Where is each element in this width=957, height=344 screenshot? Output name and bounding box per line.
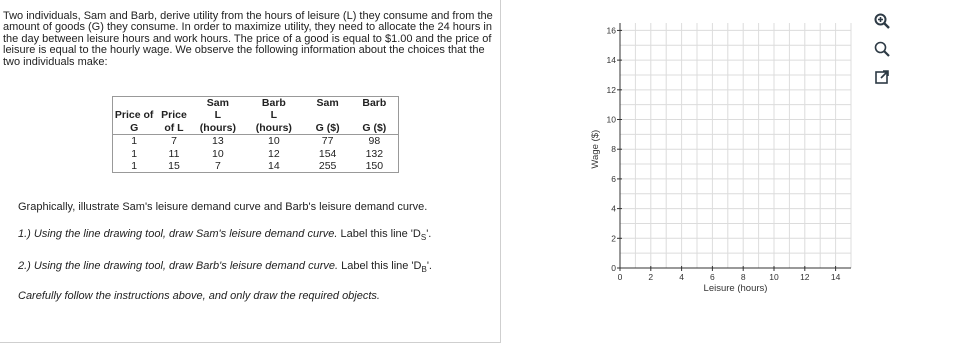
table-cell: 11 xyxy=(168,147,180,160)
table-header-cell: Barb xyxy=(243,97,304,110)
x-tick-label: 0 xyxy=(617,272,623,282)
pop-out-icon xyxy=(873,68,891,86)
intro-text: Two individuals, Sam and Barb, derive utility from the hours of leisure (L) they consume and from the amount of goods (G) they consume. In order to maximize utility, they need to allocate the 24 hours in the day between leisure hours and work hours. The price of a good is equal to $1.00 and the price of leisure is equal to the hourly wage. We observe the following information about the choices that the two individuals make: xyxy=(3,10,493,68)
table-row xyxy=(113,135,399,148)
instruction-step-2-end: '. xyxy=(426,260,432,272)
instruction-note xyxy=(18,290,380,302)
y-tick-label: 4 xyxy=(611,203,616,214)
table-header-row xyxy=(113,109,399,121)
table-header-cell: G xyxy=(113,122,156,135)
y-tick-label: 14 xyxy=(606,55,616,66)
y-tick-label: 0 xyxy=(611,263,616,273)
table-header-row xyxy=(113,97,399,110)
instruction-text: Graphically, illustrate Sam's leisure demand curve and Barb's leisure demand curve. xyxy=(18,201,428,213)
table-cell: 1 xyxy=(131,160,138,173)
table-header-cell: (hours) xyxy=(193,122,243,135)
table-header-cell: Price of xyxy=(113,109,156,121)
table-cell: 154 xyxy=(318,147,337,160)
table-header-cell xyxy=(305,109,351,121)
table-cell: 7 xyxy=(214,160,221,173)
table-header-cell: G ($) xyxy=(305,122,351,135)
zoom-out-icon xyxy=(873,40,891,58)
table-cell: 255 xyxy=(318,160,337,173)
table-cell: 13 xyxy=(212,135,224,148)
table-header-row xyxy=(113,122,399,135)
table-header-cell: of L xyxy=(155,122,192,135)
y-axis-label: Wage ($) xyxy=(590,129,601,169)
y-tick-label: 12 xyxy=(606,84,616,95)
table-cell: 15 xyxy=(168,160,180,173)
x-axis-label: Leisure (hours) xyxy=(703,283,768,294)
x-tick-label: 4 xyxy=(679,272,684,282)
x-tick-label: 6 xyxy=(710,272,715,282)
table-cell: 150 xyxy=(365,160,384,173)
y-tick-label: 2 xyxy=(611,233,616,244)
table-cell: 10 xyxy=(212,147,224,160)
instruction-step-1-label: Label this line 'D xyxy=(337,228,421,240)
zoom-in-button[interactable] xyxy=(873,12,891,30)
choice-data-table xyxy=(112,96,399,173)
instruction-step-1-end: '. xyxy=(426,228,432,240)
table-cell: 7 xyxy=(171,135,177,148)
table-row xyxy=(113,160,399,173)
table-header-cell: Barb xyxy=(351,97,399,110)
instruction-step-2 xyxy=(18,260,432,274)
x-tick-label: 12 xyxy=(800,272,810,282)
table-row xyxy=(113,148,399,160)
instruction-step-1-italic: 1.) Using the line drawing tool, draw Sam's leisure demand curve. xyxy=(18,228,338,240)
y-tick-label: 8 xyxy=(611,144,616,155)
table-header-cell: Price xyxy=(155,109,192,121)
zoom-in-icon xyxy=(873,12,891,30)
table-cell: 14 xyxy=(268,160,280,173)
x-tick-label: 8 xyxy=(740,272,746,282)
table-cell: 1 xyxy=(131,135,138,148)
table-header-cell: Sam xyxy=(305,97,351,110)
instruction-step-1-subscript: S xyxy=(420,233,427,242)
table-header-cell: L xyxy=(243,109,304,121)
table-cell: 98 xyxy=(368,135,381,148)
table-cell: 12 xyxy=(268,147,280,160)
instruction-step-2-subscript: B xyxy=(421,265,427,274)
x-tick-label: 14 xyxy=(830,272,841,282)
table-header-cell: G ($) xyxy=(351,122,399,135)
instruction-step-1 xyxy=(18,228,431,242)
table-header-cell xyxy=(155,97,192,110)
table-header-cell: Sam xyxy=(193,97,243,110)
drawing-graph[interactable] xyxy=(560,10,860,300)
y-tick-label: 16 xyxy=(606,25,616,36)
table-header-cell xyxy=(113,97,156,110)
zoom-out-button[interactable] xyxy=(873,40,891,58)
table-header-cell: (hours) xyxy=(243,122,304,135)
y-tick-label: 6 xyxy=(611,173,616,184)
pop-out-button[interactable] xyxy=(873,68,891,86)
table-header-cell: L xyxy=(193,109,243,121)
x-tick-label: 10 xyxy=(769,272,779,282)
table-cell: 1 xyxy=(131,147,138,160)
table-header-cell xyxy=(351,109,399,121)
table-cell: 77 xyxy=(321,135,334,148)
instruction-note-text: Carefully follow the instructions above, and only draw the required objects. xyxy=(18,290,380,302)
instruction-step-2-italic: 2.) Using the line drawing tool, draw Barb's leisure demand curve. xyxy=(18,260,339,272)
x-tick-label: 2 xyxy=(648,272,654,282)
table-cell: 132 xyxy=(365,147,384,160)
y-tick-label: 10 xyxy=(606,114,616,125)
instruction-step-2-label: Label this line 'D xyxy=(338,260,422,272)
table-cell: 10 xyxy=(268,135,280,148)
